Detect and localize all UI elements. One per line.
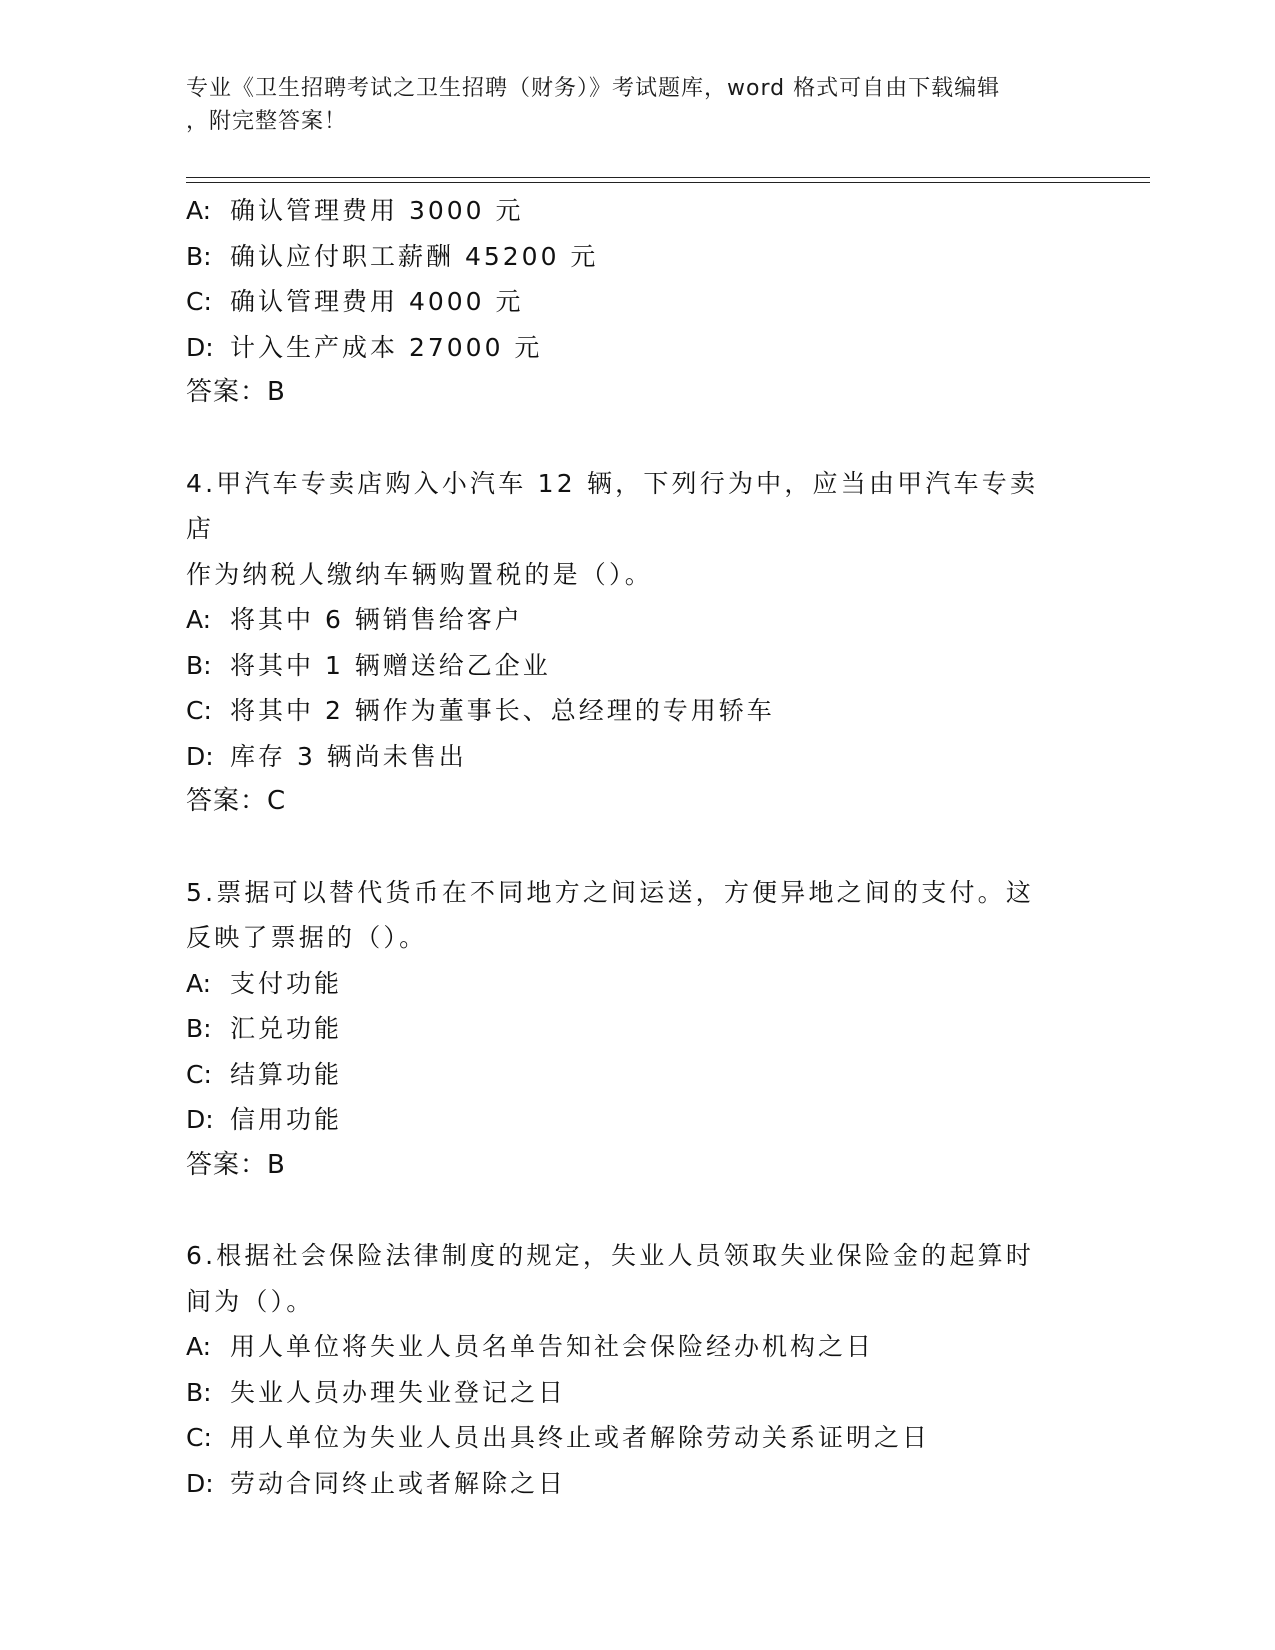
- option-d: [186, 1097, 1086, 1143]
- option-a: [186, 1324, 1086, 1370]
- answer: 答案：C: [186, 786, 287, 816]
- spacer: [186, 416, 1086, 461]
- question-stem-line: 5.票据可以替代货币在不同地方之间运送，方便异地之间的支付。这: [186, 877, 1035, 907]
- option-b: [186, 643, 1086, 689]
- option-text: 信用功能: [230, 1105, 343, 1134]
- option-a: [186, 597, 1086, 643]
- question-stem-line: 作为纳税人缴纳车辆购置税的是（）。: [186, 559, 653, 589]
- option-b: [186, 1370, 1086, 1416]
- option-text: 失业人员办理失业登记之日: [230, 1377, 567, 1407]
- option-key: A:: [186, 1332, 212, 1361]
- question-5: [186, 870, 1086, 1189]
- option-b: [186, 1006, 1086, 1052]
- option-text: 用人单位将失业人员名单告知社会保险经办机构之日: [230, 1332, 875, 1361]
- option-key: C:: [186, 287, 212, 316]
- option-text: 劳动合同终止或者解除之日: [230, 1468, 567, 1498]
- question-6: [186, 1233, 1086, 1506]
- option-c: [186, 1052, 1086, 1098]
- option-key: D:: [186, 332, 214, 362]
- option-key: A:: [186, 968, 212, 998]
- question-stem-line: 6.根据社会保险法律制度的规定，失业人员领取失业保险金的起算时: [186, 1241, 1035, 1270]
- question-list: [186, 188, 1086, 1506]
- spacer: [186, 1188, 1086, 1233]
- option-a: [186, 961, 1086, 1007]
- option-key: B:: [186, 1014, 212, 1043]
- option-text: 确认管理费用 3000 元: [230, 196, 524, 225]
- header-line-2: ，附完整答案！: [186, 109, 348, 134]
- option-text: 将其中 2 辆作为董事长、总经理的专用轿车: [230, 696, 775, 725]
- option-c: [186, 1415, 1086, 1461]
- option-d: [186, 1461, 1086, 1507]
- option-text: 将其中 1 辆赠送给乙企业: [230, 650, 551, 680]
- option-text: 用人单位为失业人员出具终止或者解除劳动关系证明之日: [230, 1423, 931, 1452]
- option-d: [186, 325, 1086, 371]
- header-divider-bottom: [186, 182, 1150, 183]
- question-4: [186, 461, 1086, 825]
- question-stem: [186, 870, 1066, 961]
- option-c: [186, 688, 1086, 734]
- question-stem: [186, 1233, 1066, 1324]
- option-key: B:: [186, 1377, 212, 1407]
- option-key: A:: [186, 196, 212, 225]
- option-key: D:: [186, 741, 214, 771]
- option-key: B:: [186, 241, 212, 271]
- header-line-1: 专业《卫生招聘考试之卫生招聘（财务）》考试题库，word 格式可自由下载编辑: [186, 76, 1001, 101]
- option-c: [186, 279, 1086, 325]
- answer: 答案：B: [186, 1149, 286, 1180]
- option-key: B:: [186, 650, 212, 680]
- option-key: C:: [186, 1423, 212, 1452]
- option-key: C:: [186, 696, 212, 725]
- option-text: 库存 3 辆尚未售出: [230, 741, 467, 771]
- option-text: 支付功能: [230, 968, 343, 998]
- option-b: [186, 234, 1086, 280]
- option-text: 确认管理费用 4000 元: [230, 287, 524, 316]
- spacer: [186, 825, 1086, 870]
- option-d: [186, 734, 1086, 780]
- option-key: C:: [186, 1059, 212, 1089]
- document-header: [186, 72, 1066, 138]
- option-text: 计入生产成本 27000 元: [230, 332, 543, 362]
- option-text: 确认应付职工薪酬 45200 元: [230, 241, 599, 271]
- question-stem: [186, 461, 1066, 598]
- question-stem-line: 反映了票据的（）。: [186, 923, 428, 952]
- option-key: D:: [186, 1105, 214, 1134]
- question-3: [186, 188, 1086, 416]
- answer: 答案：B: [186, 377, 286, 407]
- option-text: 结算功能: [230, 1059, 343, 1089]
- option-text: 汇兑功能: [230, 1014, 343, 1043]
- option-key: D:: [186, 1468, 214, 1498]
- option-key: A:: [186, 605, 212, 634]
- option-a: [186, 188, 1086, 234]
- question-stem-line: 4.甲汽车专卖店购入小汽车 12 辆，下列行为中，应当由甲汽车专卖店: [186, 468, 1039, 543]
- header-divider-top: [186, 177, 1150, 178]
- option-text: 将其中 6 辆销售给客户: [230, 605, 523, 634]
- question-stem-line: 间为（）。: [186, 1286, 315, 1316]
